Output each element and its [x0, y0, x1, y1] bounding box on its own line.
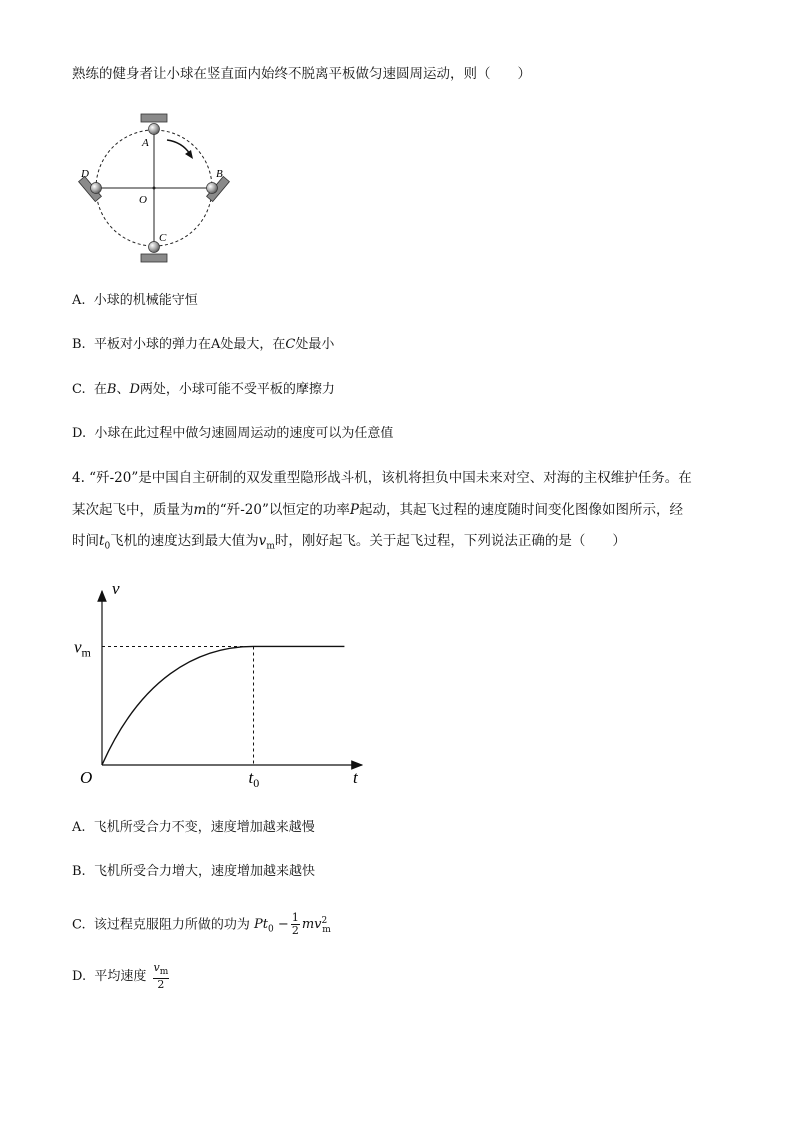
q3-option-b: B. 平板对小球的弹力在A处最大，在C处最小: [72, 337, 335, 352]
center-point: [153, 187, 156, 190]
q4-option-c: C. 该过程克服阻力所做的功为 $Pt_0$ − $\frac{1}{2}$ $mv^2_m$: [72, 911, 331, 938]
q4-option-d: D. 平均速度 $\frac{v_m}{2}$: [72, 960, 169, 992]
q4-option-a: A. 飞机所受合力不变，速度增加越来越慢: [72, 820, 315, 835]
q4-stem-line3: 时间$t_0$飞机的速度达到最大值为$v_m$时，刚好起飞。关于起飞过程，下列说法正确的是（ ）: [72, 533, 626, 552]
y-axis-label: v: [112, 579, 120, 598]
q3-circle-figure: [72, 110, 242, 260]
x-axis-label: t: [353, 768, 358, 787]
label-B: B: [216, 168, 223, 180]
q4-stem-line2: 某次起飞中，质量为m的“歼-20”以恒定的功率P起动，其起飞过程的速度随时间变化图像如图所示，经: [72, 502, 683, 518]
work-formula: $Pt_0$ − $\frac{1}{2}$ $mv^2_m$: [254, 911, 331, 938]
ball-C: [149, 242, 160, 253]
ball-D: [91, 183, 102, 194]
average-velocity-formula: $\frac{v_m}{2}$: [153, 960, 169, 992]
label-A: A: [142, 137, 149, 149]
q4-stem-line1: 4. “歼-20”是中国自主研制的双发重型隐形战斗机，该机将担负中国未来对空、对海的主权维护任务。在: [72, 470, 692, 486]
y-tick-label: $v_m$: [74, 637, 91, 660]
vt-chart: [72, 577, 372, 792]
ball-B: [207, 183, 218, 194]
plate-C: [141, 254, 167, 262]
q3-stem: 熟练的健身者让小球在竖直面内始终不脱离平板做匀速圆周运动，则（ ）: [72, 66, 531, 82]
q3-option-a: A. 小球的机械能守恒: [72, 293, 198, 308]
q3-option-d: D. 小球在此过程中做匀速圆周运动的速度可以为任意值: [72, 426, 394, 441]
label-O: O: [139, 194, 147, 206]
q4-option-b: B. 飞机所受合力增大，速度增加越来越快: [72, 864, 315, 879]
q3-option-c: C. 在B、D两处，小球可能不受平板的摩擦力: [72, 382, 335, 397]
plate-A: [141, 114, 167, 122]
ball-A: [149, 124, 160, 135]
velocity-curve: [102, 646, 344, 765]
label-D: D: [81, 168, 89, 180]
x-tick-label: $t_0$: [248, 768, 260, 790]
arrow-head-icon: [185, 150, 193, 159]
rotation-arrow-icon: [167, 140, 190, 154]
origin-label: O: [80, 768, 93, 787]
label-C: C: [159, 232, 167, 244]
